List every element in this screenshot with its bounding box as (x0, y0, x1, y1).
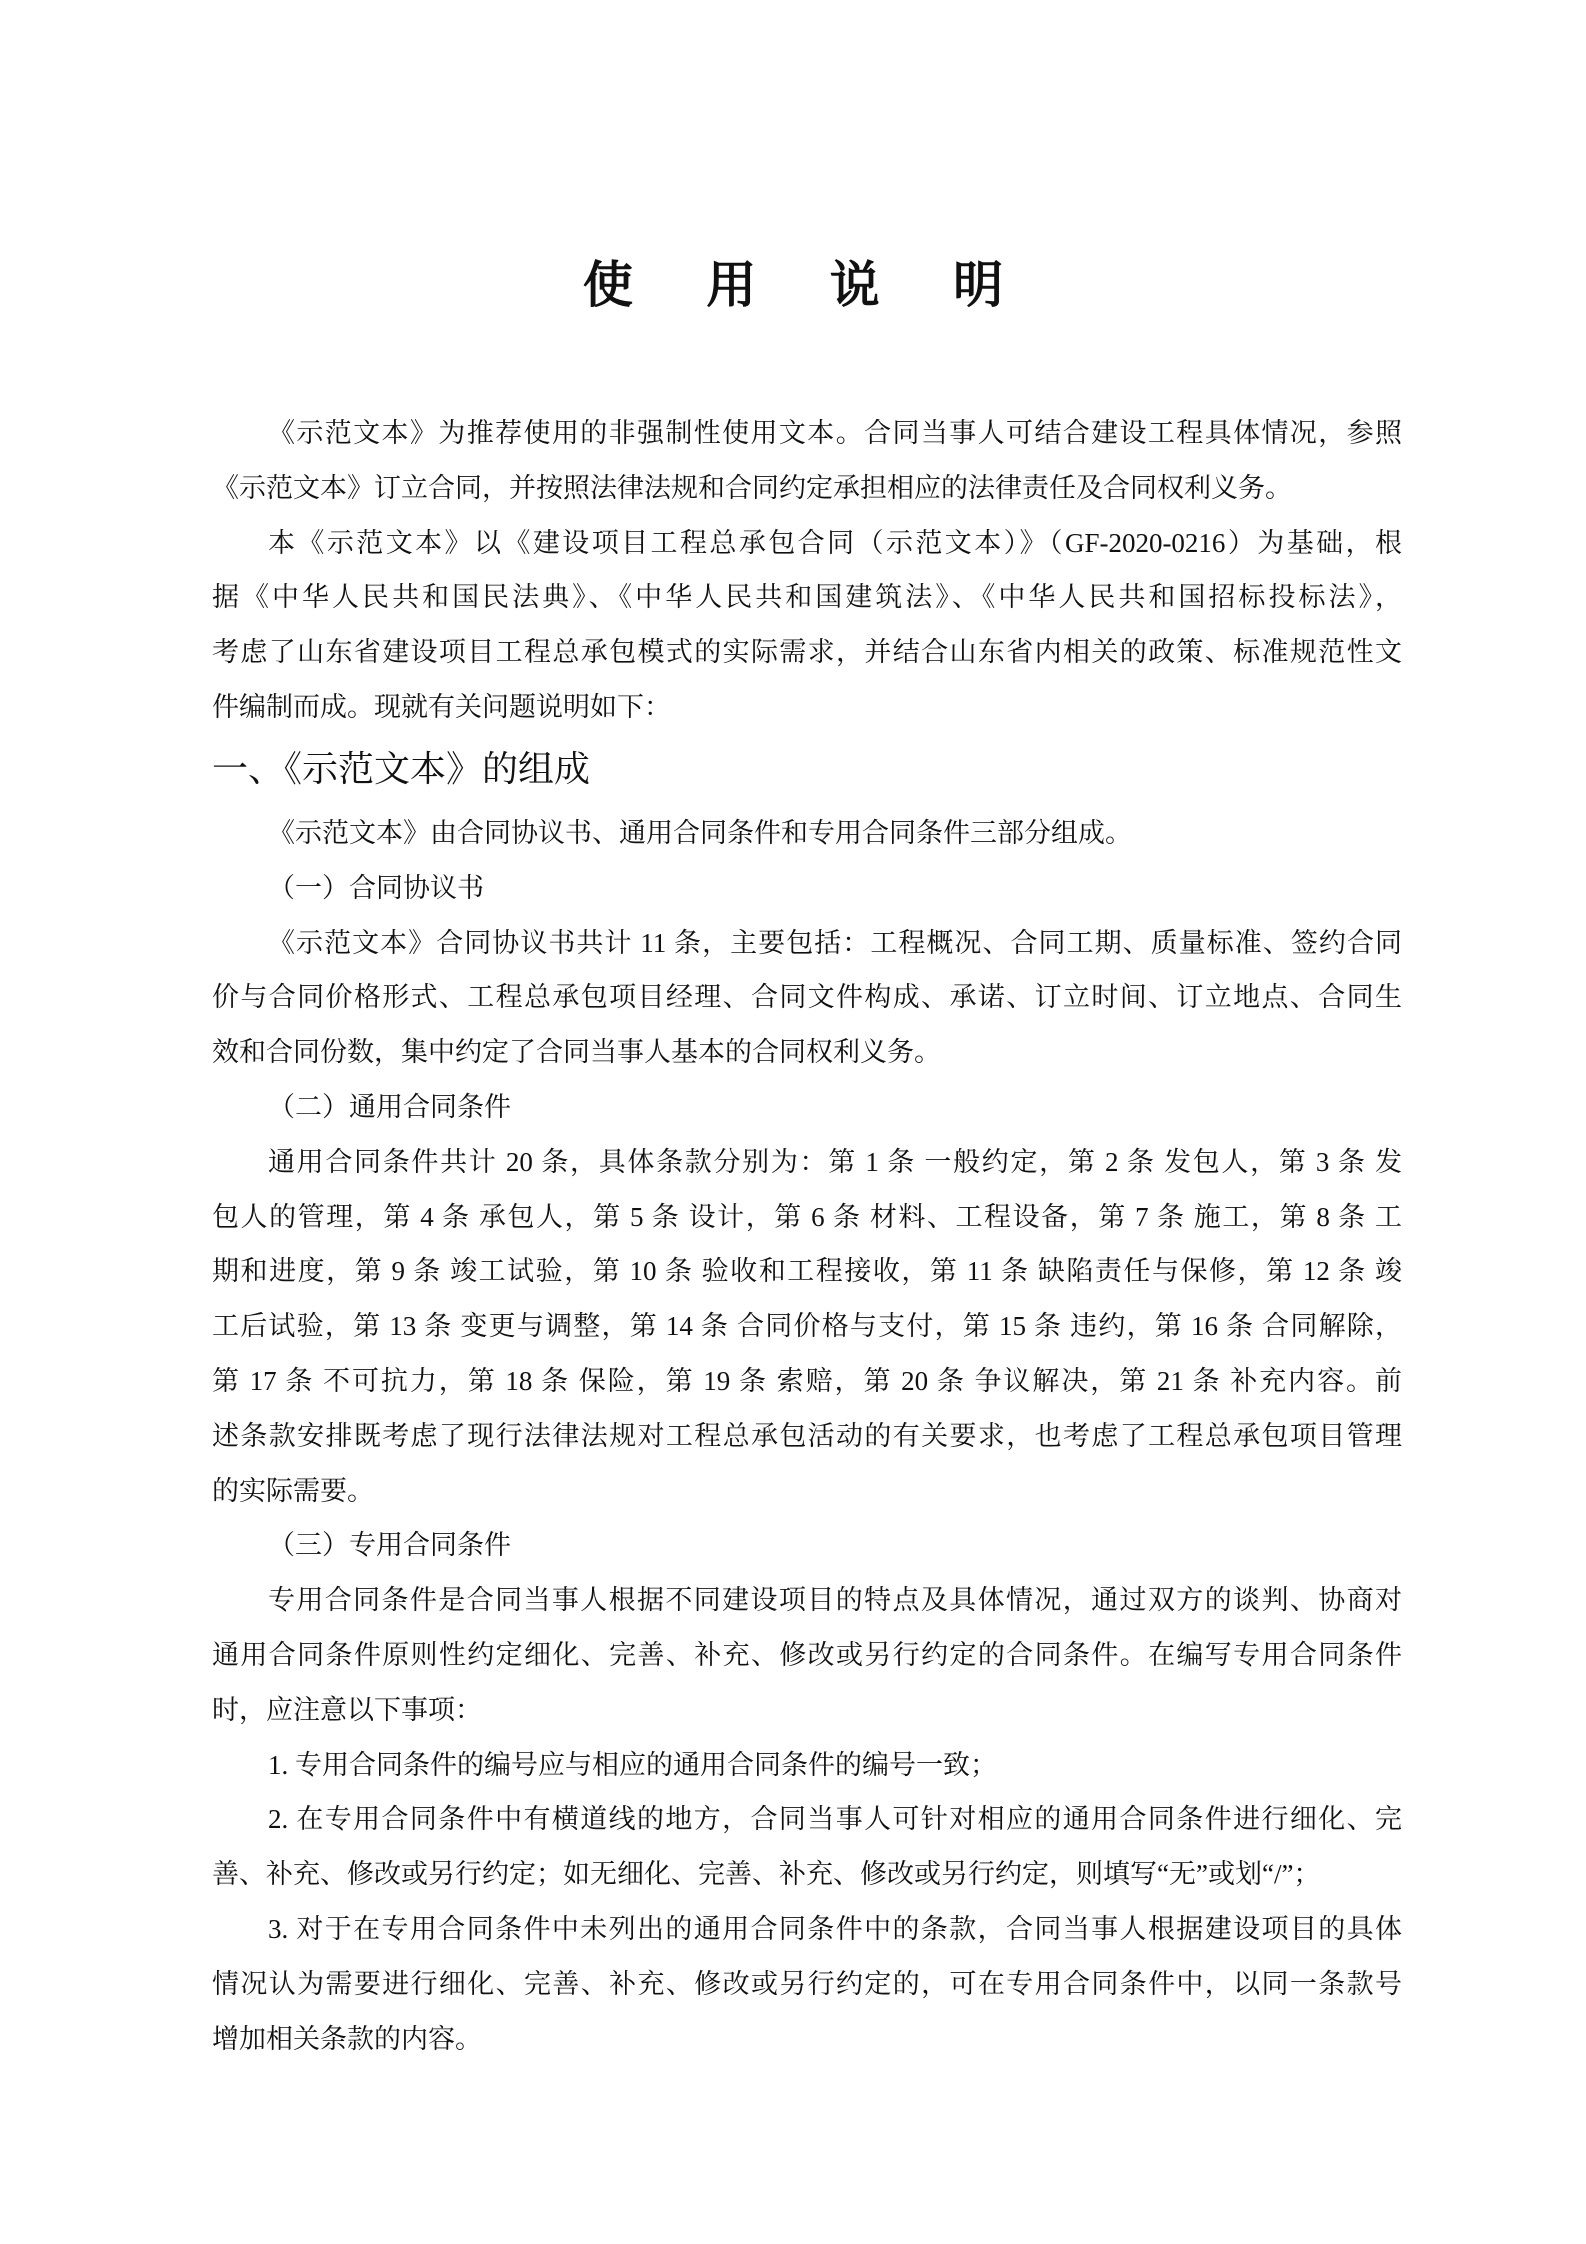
section-heading: 一、《示范文本》的组成 (212, 749, 591, 790)
text-line: 效和合同份数，集中约定了合同当事人基本的合同权利义务。 (212, 1037, 941, 1068)
paragraph (212, 916, 1402, 1080)
text-line: 价与合同价格形式、工程总承包项目经理、合同文件构成、承诺、订立时间、订立地点、合同生 (212, 982, 1402, 1013)
text-line: 工后试验，第 13 条 变更与调整，第 14 条 合同价格与支付，第 15 条 违约，第 16 条 合同解除， (212, 1311, 1402, 1342)
paragraph (212, 1573, 1402, 1737)
paragraph (212, 1902, 1402, 2066)
paragraph (212, 1080, 1402, 1135)
text-line: 期和进度，第 9 条 竣工试验，第 10 条 验收和工程接收，第 11 条 缺陷责任与保修，第 12 条 竣 (212, 1256, 1402, 1287)
text-line: 善、补充、修改或另行约定；如无细化、完善、补充、修改或另行约定，则填写“无”或划“/”； (212, 1859, 1321, 1890)
text-line: 《示范文本》为推荐使用的非强制性使用文本。合同当事人可结合建设工程具体情况，参照 (268, 418, 1402, 448)
paragraph (212, 516, 1402, 735)
text-line: 时，应注意以下事项： (212, 1694, 482, 1725)
text-line: 第 17 条 不可抗力，第 18 条 保险，第 19 条 索赔，第 20 条 争议解决，第 21 条 补充内容。前 (212, 1365, 1402, 1396)
text-line: 专用合同条件是合同当事人根据不同建设项目的特点及具体情况，通过双方的谈判、协商对 (268, 1585, 1402, 1616)
text-line: 考虑了山东省建设项目工程总承包模式的实际需求，并结合山东省内相关的政策、标准规范性文 (212, 637, 1402, 668)
section-paragraphs (212, 806, 1402, 2066)
text-line: 增加相关条款的内容。 (212, 2023, 482, 2054)
paragraph (212, 1135, 1402, 1519)
text-line: 《示范文本》由合同协议书、通用合同条件和专用合同条件三部分组成。 (268, 818, 1132, 848)
paragraph (212, 1518, 1402, 1573)
text-line: 3. 对于在专用合同条件中未列出的通用合同条件中的条款，合同当事人根据建设项目的具体 (268, 1913, 1402, 1944)
text-line: 件编制而成。现就有关问题说明如下： (212, 691, 671, 722)
text-line: 据《中华人民共和国民法典》、《中华人民共和国建筑法》、《中华人民共和国招标投标法》， (212, 582, 1402, 613)
text-line: 2. 在专用合同条件中有横道线的地方，合同当事人可针对相应的通用合同条件进行细化、完 (268, 1804, 1402, 1835)
text-line: 通用合同条件原则性约定细化、完善、补充、修改或另行约定的合同条件。在编写专用合同条件 (212, 1639, 1402, 1670)
text-line: （二）通用合同条件 (268, 1091, 511, 1122)
paragraph (212, 1792, 1402, 1902)
text-line: 本《示范文本》以《建设项目工程总承包合同（示范文本）》（GF-2020-0216）为基础，根 (268, 527, 1402, 558)
page-title: 使 用 说 明 (582, 256, 1032, 314)
text-line: 包人的管理，第 4 条 承包人，第 5 条 设计，第 6 条 材料、工程设备，第 7 条 施工，第 8 条 工 (212, 1201, 1402, 1232)
intro-paragraphs (212, 406, 1402, 735)
paragraph (212, 806, 1402, 861)
text-line: （三）专用合同条件 (268, 1530, 511, 1561)
text-line: 情况认为需要进行细化、完善、补充、修改或另行约定的，可在专用合同条件中，以同一条款号 (212, 1968, 1402, 1999)
paragraph (212, 1738, 1402, 1793)
text-line: 1. 专用合同条件的编号应与相应的通用合同条件的编号一致； (268, 1749, 997, 1780)
text-line: 《示范文本》合同协议书共计 11 条，主要包括：工程概况、合同工期、质量标准、签约合同 (268, 927, 1402, 958)
text-line: （一）合同协议书 (268, 872, 484, 903)
text-line: 《示范文本》订立合同，并按照法律法规和合同约定承担相应的法律责任及合同权利义务。 (212, 472, 1292, 503)
text-line: 通用合同条件共计 20 条，具体条款分别为：第 1 条 一般约定，第 2 条 发包人，第 3 条 发 (268, 1146, 1402, 1177)
text-line: 述条款安排既考虑了现行法律法规对工程总承包活动的有关要求，也考虑了工程总承包项目管理 (212, 1420, 1402, 1451)
paragraph (212, 861, 1402, 916)
paragraph (212, 406, 1402, 516)
text-line: 的实际需要。 (212, 1475, 374, 1506)
